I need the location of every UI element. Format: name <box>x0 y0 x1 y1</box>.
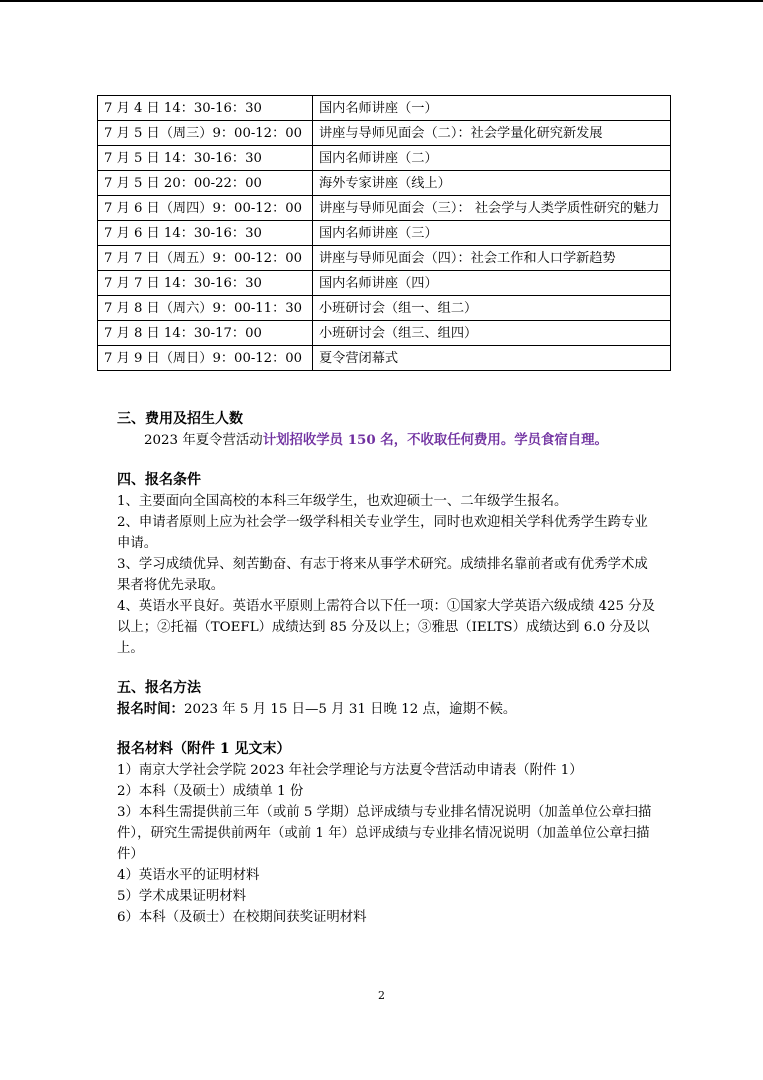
condition-item: 4、英语水平良好。英语水平原则上需符合以下任一项：①国家大学英语六级成绩 425 分及以上；②托福（TOEFL）成绩达到 85 分及以上；③雅思（IELTS）成绩达到 6.0 分及以上。 <box>117 599 656 656</box>
materials-heading: 报名材料（附件 1 见文末） <box>117 741 291 757</box>
document-body <box>117 409 657 928</box>
table-row <box>98 146 671 171</box>
schedule-event: 国内名师讲座（四） <box>313 271 671 296</box>
section-heading-method: 五、报名方法 <box>117 680 201 696</box>
schedule-time: 7 月 4 日 14：30-16：30 <box>98 96 313 121</box>
schedule-time: 7 月 5 日 20：00-22：00 <box>98 171 313 196</box>
schedule-time: 7 月 8 日 14：30-17：00 <box>98 321 313 346</box>
schedule-event: 国内名师讲座（一） <box>313 96 671 121</box>
table-row <box>98 221 671 246</box>
table-row <box>98 171 671 196</box>
material-item: 6）本科（及硕士）在校期间获奖证明材料 <box>117 910 367 925</box>
section-spacer <box>117 659 657 678</box>
schedule-event: 小班研讨会（组三、组四） <box>313 321 671 346</box>
schedule-event: 国内名师讲座（三） <box>313 221 671 246</box>
material-item: 5）学术成果证明材料 <box>117 889 247 904</box>
table-row <box>98 321 671 346</box>
material-item: 1）南京大学社会学院 2023 年社会学理论与方法夏令营活动申请表（附件 1） <box>117 763 583 778</box>
material-item: 2）本科（及硕士）成绩单 1 份 <box>117 784 304 799</box>
section-heading-conditions: 四、报名条件 <box>117 472 201 488</box>
section-heading-fees: 三、费用及招生人数 <box>117 411 243 427</box>
schedule-time: 7 月 6 日（周四）9：00-12：00 <box>98 196 313 221</box>
registration-time-value: 2023 年 5 月 15 日—5 月 31 日晚 12 点，逾期不候。 <box>183 702 517 717</box>
fees-highlight-text: 计划招收学员 150 名，不收取任何费用。学员食宿自理。 <box>262 432 608 448</box>
table-row <box>98 296 671 321</box>
fees-text: 2023 年夏令营活动 <box>144 433 263 448</box>
schedule-time: 7 月 7 日 14：30-16：30 <box>98 271 313 296</box>
schedule-event: 讲座与导师见面会（二）：社会学量化研究新发展 <box>313 121 671 146</box>
section-spacer <box>117 451 657 470</box>
top-border-line <box>0 0 763 2</box>
condition-item: 1、主要面向全国高校的本科三年级学生，也欢迎硕士一、二年级学生报名。 <box>117 494 568 509</box>
schedule-event: 讲座与导师见面会（三）： 社会学与人类学质性研究的魅力 <box>313 196 671 221</box>
schedule-event: 讲座与导师见面会（四）：社会工作和人口学新趋势 <box>313 246 671 271</box>
schedule-event: 海外专家讲座（线上） <box>313 171 671 196</box>
material-item: 3）本科生需提供前三年（或前 5 学期）总评成绩与专业排名情况说明（加盖单位公章扫描件），研究生需提供前两年（或前 1 年）总评成绩与专业排名情况说明（加盖单位公章扫描件） <box>117 805 652 862</box>
registration-time-label: 报名时间： <box>117 701 184 717</box>
schedule-table-body <box>98 96 671 371</box>
schedule-event: 国内名师讲座（二） <box>313 146 671 171</box>
registration-time <box>117 699 657 720</box>
schedule-time: 7 月 7 日（周五）9：00-12：00 <box>98 246 313 271</box>
page-number: 2 <box>378 989 385 1002</box>
schedule-event: 小班研讨会（组一、组二） <box>313 296 671 321</box>
table-row <box>98 196 671 221</box>
table-row <box>98 271 671 296</box>
schedule-table <box>97 95 671 371</box>
schedule-time: 7 月 5 日（周三）9：00-12：00 <box>98 121 313 146</box>
schedule-time: 7 月 9 日（周日）9：00-12：00 <box>98 346 313 371</box>
section-spacer <box>117 720 657 739</box>
condition-item: 3、学习成绩优异、刻苦勤奋、有志于将来从事学术研究。成绩排名靠前者或有优秀学术成果者将优先录取。 <box>117 557 648 593</box>
condition-item: 2、申请者原则上应为社会学一级学科相关专业学生，同时也欢迎相关学科优秀学生跨专业申请。 <box>117 515 648 551</box>
fees-paragraph <box>117 430 657 451</box>
schedule-time: 7 月 5 日 14：30-16：30 <box>98 146 313 171</box>
schedule-time: 7 月 6 日 14：30-16：30 <box>98 221 313 246</box>
table-row <box>98 121 671 146</box>
material-item: 4）英语水平的证明材料 <box>117 868 260 883</box>
table-row <box>98 246 671 271</box>
schedule-event: 夏令营闭幕式 <box>313 346 671 371</box>
table-row <box>98 346 671 371</box>
schedule-time: 7 月 8 日（周六）9：00-11：30 <box>98 296 313 321</box>
table-row <box>98 96 671 121</box>
